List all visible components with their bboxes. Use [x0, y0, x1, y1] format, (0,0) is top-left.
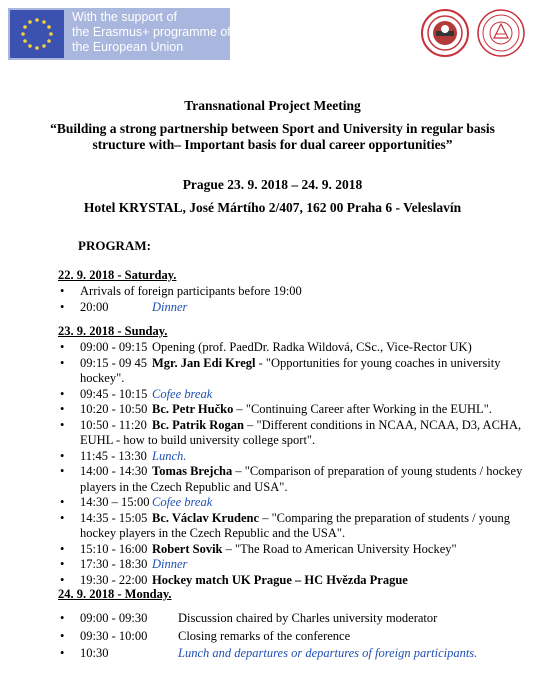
- item-text: – "Comparison of preparation of young students / hockey players in the Czech Republic and USA".: [80, 464, 523, 494]
- item-text: Closing remarks of the conference: [178, 628, 351, 643]
- list-item: [58, 495, 538, 511]
- list-item: [58, 418, 538, 449]
- list-item: [58, 464, 538, 495]
- eu-flag-icon: [10, 10, 64, 58]
- arrivals-text: Arrivals of foreign participants before 19:00: [80, 284, 302, 298]
- item-text: – "Continuing Career after Working in the EUHL".: [233, 402, 492, 416]
- item-text: Dinner: [152, 557, 188, 571]
- item-text: – "Different conditions in NCAA, NCAA, D3, ACHA, EUHL - how to build university college sport".: [80, 417, 522, 447]
- item-time: 14:00 - 14:30: [80, 464, 148, 478]
- item-time: 19:30 - 22:00: [80, 572, 148, 587]
- item-time: 09:30 - 10:00: [80, 628, 148, 643]
- item-speaker: Bc. Václav Krudenc: [152, 510, 260, 525]
- item-text: Opening (prof. PaedDr. Radka Wildová, CSc., Vice-Rector UK): [152, 340, 472, 354]
- item-time: 15:10 - 16:00: [80, 541, 148, 556]
- meeting-dates: Prague 23. 9. 2018 – 24. 9. 2018: [182, 177, 363, 192]
- item-text: Cofee break: [152, 386, 213, 401]
- list-item: [58, 300, 538, 316]
- day-heading-sunday: 23. 9. 2018 - Sunday.: [58, 324, 168, 338]
- list-item: [58, 511, 538, 542]
- day-heading-saturday: 22. 9. 2018 - Saturday.: [58, 268, 177, 282]
- item-time: 17:30 - 18:30: [80, 557, 148, 571]
- list-item: [58, 449, 538, 465]
- item-speaker: Tomas Brejcha: [152, 464, 233, 478]
- list-item: [58, 629, 538, 645]
- item-speaker: Mgr. Jan Edi Kregl: [152, 355, 256, 370]
- item-time: 10:50 - 11:20: [80, 417, 147, 432]
- list-item: [58, 284, 538, 300]
- eu-support-text: [72, 10, 230, 55]
- item-time: 09:00 - 09:30: [80, 611, 148, 625]
- item-text: – "Comparing the preparation of students / young hockey players in the Czech Republic and the USA".: [80, 510, 510, 540]
- item-speaker: Bc. Patrik Rogan: [152, 417, 245, 432]
- list-item: [58, 646, 538, 662]
- item-text: Discussion chaired by Charles university moderator: [178, 611, 438, 625]
- subtitle-line-1: “Building a strong partnership between Sport and University in regular basis: [50, 121, 495, 136]
- eu-line-3: the European Union: [72, 40, 184, 54]
- item-time: 09:15 - 09 45: [80, 355, 148, 370]
- list-item: [58, 340, 538, 356]
- item-text: Lunch.: [152, 448, 187, 463]
- eu-line-2: the Erasmus+ programme of: [72, 25, 231, 39]
- eu-line-1: With the support of: [72, 10, 177, 24]
- monday-schedule: [58, 611, 538, 664]
- item-text: Cofee break: [152, 495, 213, 509]
- item-time: 20:00: [80, 299, 109, 314]
- meeting-title: Transnational Project Meeting: [184, 98, 361, 113]
- saturday-schedule: [58, 284, 538, 315]
- university-seal-icon: [476, 8, 526, 58]
- item-time: 14:35 - 15:05: [80, 510, 148, 525]
- list-item: [58, 557, 538, 573]
- list-item: [58, 402, 538, 418]
- item-time: 11:45 - 13:30: [80, 448, 147, 463]
- item-time: 10:30: [80, 646, 109, 660]
- list-item: [58, 387, 538, 403]
- subtitle-line-2: structure with– Important basis for dual career opportunities”: [92, 137, 453, 152]
- item-time: 14:30 – 15:00: [80, 495, 150, 509]
- list-item: [58, 542, 538, 558]
- sunday-schedule: [58, 340, 538, 588]
- faculty-seal-icon: [420, 8, 470, 58]
- item-speaker: Robert Sovik: [152, 541, 223, 556]
- list-item: [58, 611, 538, 627]
- list-item: [58, 356, 538, 387]
- meeting-venue: Hotel KRYSTAL, José Mártího 2/407, 162 00 Praha 6 - Veleslavín: [83, 200, 462, 215]
- item-text: - "Opportunities for young coaches in university hockey".: [80, 355, 501, 385]
- item-time: 09:00 - 09:15: [80, 340, 148, 354]
- item-time: 09:45 - 10:15: [80, 386, 148, 401]
- item-text: Hockey match UK Prague – HC Hvězda Prague: [152, 572, 408, 587]
- meeting-subtitle: [0, 121, 545, 153]
- item-text: – "The Road to American University Hockey": [222, 541, 457, 556]
- day-heading-monday: 24. 9. 2018 - Monday.: [58, 587, 172, 601]
- item-text: Lunch and departures or departures of foreign participants.: [178, 646, 478, 660]
- item-text: Dinner: [152, 299, 188, 314]
- erasmus-banner: [8, 8, 230, 60]
- item-time: 10:20 - 10:50: [80, 402, 148, 416]
- list-item: [58, 573, 538, 589]
- item-speaker: Bc. Petr Hučko: [152, 402, 234, 416]
- program-heading: PROGRAM:: [78, 238, 151, 253]
